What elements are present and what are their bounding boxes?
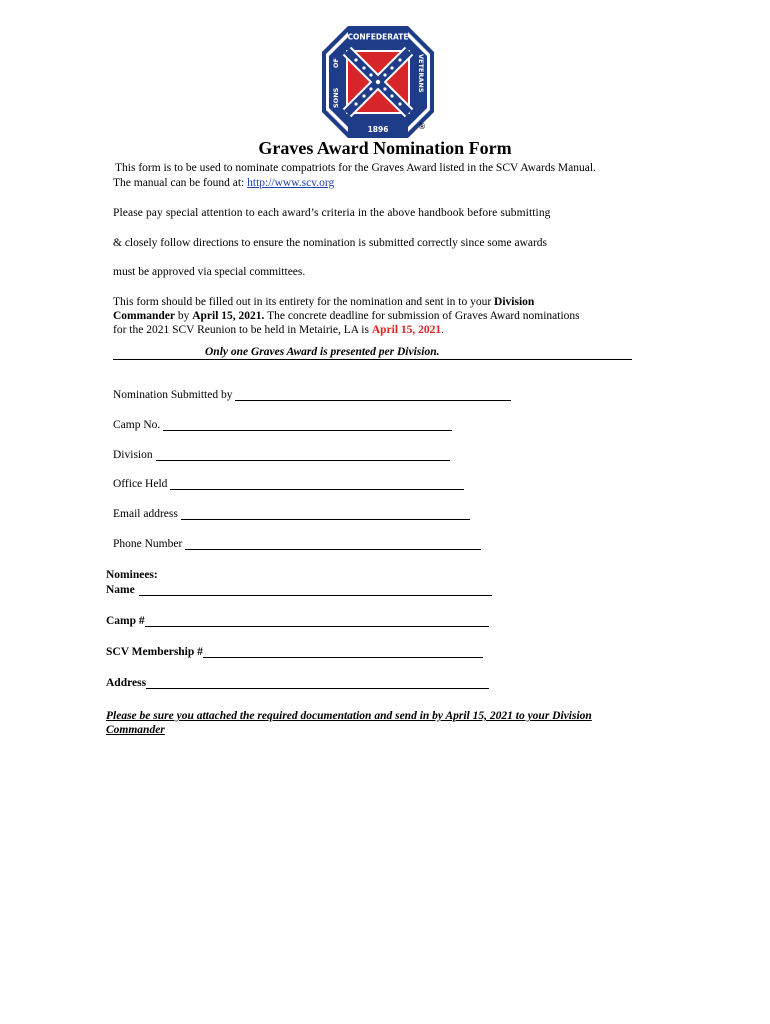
nominee-camp-field[interactable] [106,615,489,627]
email-line[interactable] [181,508,470,520]
scv-link[interactable]: http://www.scv.org [247,177,335,189]
deadline-l2-bold1: Commander [113,310,175,322]
deadline-l3-prefix: for the 2021 SCV Reunion to be held in Metairie, LA is [113,324,372,336]
nominee-name-label: Name [106,584,135,596]
deadline-l3-red: April 15, 2021 [371,324,442,336]
logo-top-text: CONFEDERATE [347,32,409,42]
camp-no-field[interactable] [113,419,452,431]
deadline-line-2 [113,309,580,324]
page-title: Graves Award Nomination Form [258,138,512,158]
intro-line-2 [113,176,334,191]
nominee-camp-line[interactable] [145,615,489,627]
office-held-line[interactable] [170,478,464,490]
division-field[interactable] [113,449,450,461]
deadline-l1-prefix: This form should be filled out in its entirety for the nomination and sent in to your [113,296,495,308]
notice-line [113,347,632,360]
logo-right-text: VETERANS [417,54,425,93]
nominee-address-field[interactable] [106,677,489,689]
email-field[interactable] [113,508,470,520]
scv-logo [320,24,436,140]
submitted-by-label: Nomination Submitted by [113,389,233,401]
footer-line-2: Commander [106,724,165,736]
logo-year: 1896 [367,125,389,134]
intro-line-2-text: The manual can be found at: [113,177,248,189]
paragraph-1: Please pay special attention to each award’s criteria in the above handbook before submitting [113,207,551,219]
nominee-address-label: Address [106,677,147,689]
logo-left-text-2: OF [332,58,340,68]
deadline-line-3 [113,323,444,338]
deadline-l3-suffix: . [441,324,445,336]
division-label: Division [113,449,153,461]
office-held-label: Office Held [113,478,168,490]
registered-mark: ® [418,122,426,131]
phone-label: Phone Number [113,538,183,550]
submitted-by-line[interactable] [235,389,511,401]
submitted-by-field[interactable] [113,389,511,401]
deadline-l1-bold: Division [494,296,535,308]
deadline-l2-bold2: April 15, 2021. [192,310,265,322]
nominee-membership-line[interactable] [203,646,483,658]
phone-line[interactable] [185,538,481,550]
phone-field[interactable] [113,538,481,550]
deadline-line-1 [113,295,534,310]
nominee-address-line[interactable] [146,677,489,689]
deadline-l2-suffix: The concrete deadline for submission of Graves Award nominations [264,310,580,322]
paragraph-2: & closely follow directions to ensure the nomination is submitted correctly since some awards [113,237,548,249]
email-label: Email address [113,508,178,520]
intro-line-1: This form is to be used to nominate compatriots for the Graves Award listed in the SCV Awards Manual. [115,162,596,174]
paragraph-3: must be approved via special committees. [113,266,306,278]
nominee-camp-label: Camp # [106,615,145,627]
office-held-field[interactable] [113,478,464,490]
footer-line-1: Please be sure you attached the required documentation and send in by April 15, 2021 to your Division [106,710,592,722]
division-line[interactable] [156,449,450,461]
nominee-name-field[interactable] [106,584,492,596]
nominee-membership-field[interactable] [106,646,483,658]
logo-left-text-1: SONS [332,87,340,108]
nominees-heading: Nominees: [106,569,158,581]
deadline-l2-mid: by [174,310,193,322]
camp-no-line[interactable] [163,419,452,431]
camp-no-label: Camp No. [113,419,161,431]
nominee-name-line[interactable] [139,584,492,596]
nominee-membership-label: SCV Membership # [106,646,203,658]
notice-text: Only one Graves Award is presented per Division. [205,346,440,358]
